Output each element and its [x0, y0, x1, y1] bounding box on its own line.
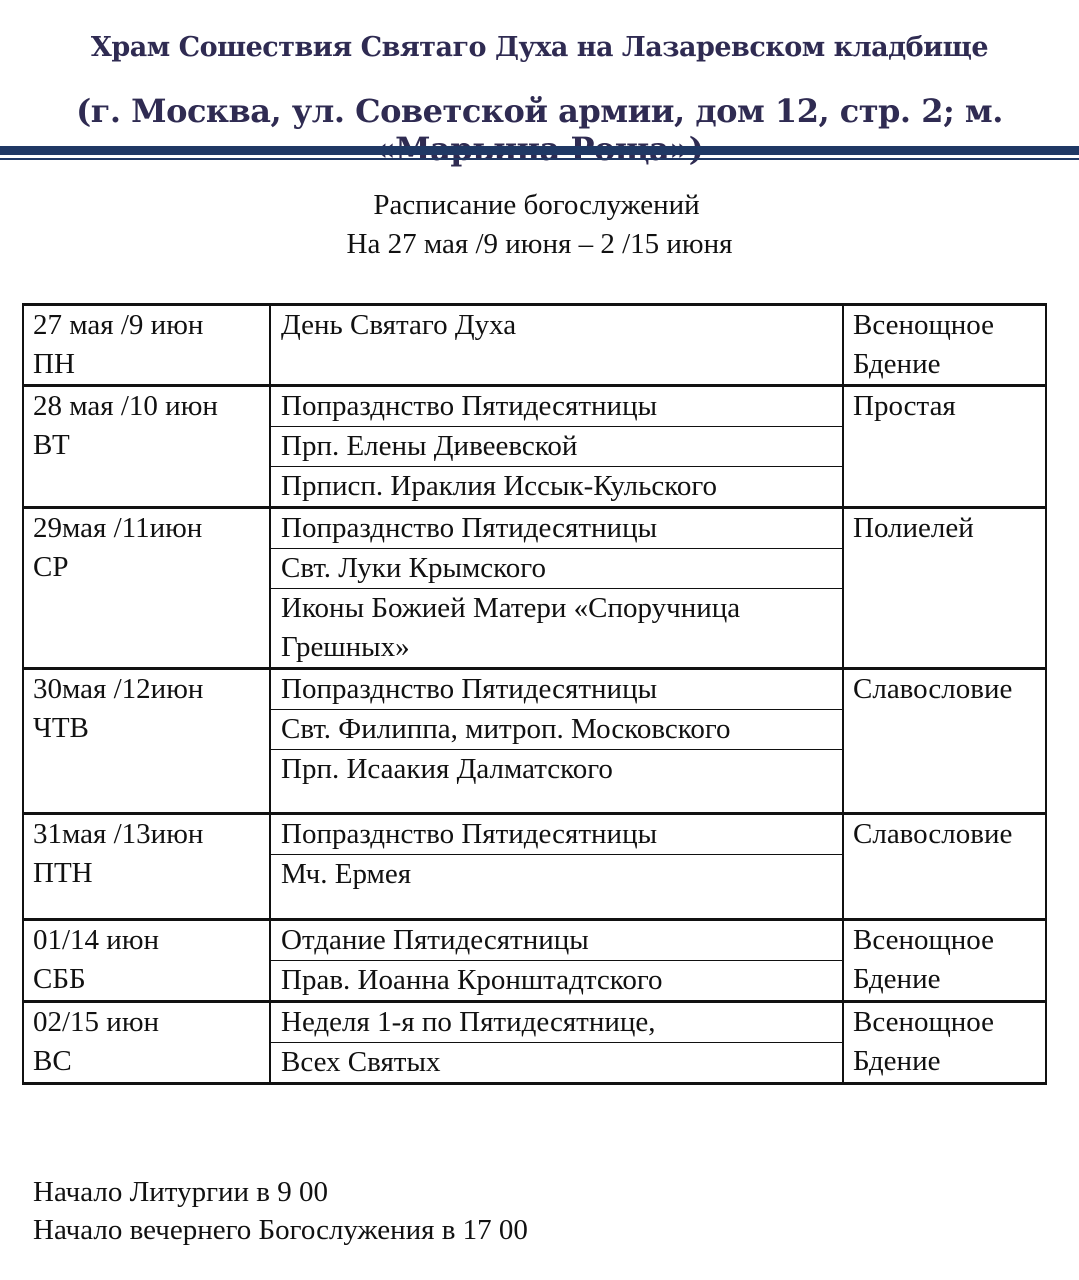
service-type: Славословие — [843, 814, 1046, 919]
feasts-cell — [270, 919, 843, 1001]
feast-item: Иконы Божией Матери «Споручница Грешных» — [281, 592, 741, 663]
date: 28 мая /10 июн — [33, 390, 218, 422]
date-cell — [23, 305, 270, 386]
date: 31мая /13июн — [33, 818, 204, 851]
weekday: ПН — [33, 348, 75, 380]
table-row — [23, 669, 1046, 814]
feast-item: Всех Святых — [281, 1045, 441, 1078]
date-cell — [23, 508, 270, 669]
service-type: Простая — [843, 386, 1046, 508]
weekday: ВС — [33, 1044, 72, 1077]
vespers-start: Начало вечернего Богослужения в 17 00 — [33, 1214, 528, 1246]
service-type: Всенощное Бдение — [843, 919, 1046, 1001]
service-type: Полиелей — [843, 508, 1046, 669]
feast-item: Прписп. Ираклия Иссык-Кульского — [281, 470, 718, 502]
feast-item: Неделя 1-я по Пятидесятнице, — [271, 1003, 842, 1043]
feast-item: Свт. Луки Крымского — [271, 549, 842, 589]
table-row — [23, 305, 1046, 386]
feast-item: Прав. Иоанна Кронштадтского — [281, 963, 663, 996]
service-type: Славословие — [843, 669, 1046, 814]
weekday: ЧТВ — [33, 712, 89, 744]
schedule-table — [22, 303, 1047, 1085]
feasts-cell — [270, 814, 843, 919]
header-rule-thin — [0, 158, 1079, 160]
date: 29мая /11июн — [33, 512, 203, 544]
feast-item: Попразднство Пятидесятницы — [271, 509, 842, 549]
church-name: Храм Сошествия Святаго Духа на Лазаревском кладбище — [90, 32, 989, 63]
feast-item: Попразднство Пятидесятницы — [271, 387, 842, 427]
feast-item: Прп. Елены Дивеевской — [271, 427, 842, 467]
table-row — [23, 1001, 1046, 1083]
feasts-cell — [270, 305, 843, 386]
weekday: СББ — [33, 962, 86, 995]
liturgy-start: Начало Литургии в 9 00 — [33, 1176, 328, 1208]
date: 02/15 июн — [33, 1005, 160, 1038]
date: 01/14 июн — [33, 923, 160, 956]
feast-item: Попразднство Пятидесятницы — [271, 670, 842, 710]
header-rule-thick — [0, 146, 1079, 155]
service-type: Всенощное Бдение — [843, 1001, 1046, 1083]
date-cell — [23, 669, 270, 814]
feasts-cell — [270, 386, 843, 508]
feast-item: Попразднство Пятидесятницы — [271, 815, 842, 855]
date-cell — [23, 919, 270, 1001]
feast-item: Мч. Ермея — [281, 858, 412, 891]
feast-item: День Святаго Духа — [281, 309, 517, 341]
table-row — [23, 386, 1046, 508]
service-type: Всенощное Бдение — [843, 305, 1046, 386]
church-address: (г. Москва, ул. Советской армии, дом 12, стр. 2; м. — [76, 92, 1003, 130]
feasts-cell — [270, 508, 843, 669]
date: 27 мая /9 июн — [33, 309, 204, 341]
date-cell — [23, 814, 270, 919]
table-row — [23, 919, 1046, 1001]
feasts-cell — [270, 669, 843, 814]
feast-item: Прп. Исаакия Далматского — [281, 753, 613, 785]
feast-item: Свт. Филиппа, митроп. Московского — [271, 710, 842, 750]
feast-item: Отдание Пятидесятницы — [271, 921, 842, 961]
weekday: СР — [33, 551, 69, 583]
table-row — [23, 814, 1046, 919]
feasts-cell — [270, 1001, 843, 1083]
schedule-date-range: На 27 мая /9 июня – 2 /15 июня — [346, 228, 733, 260]
date-cell — [23, 386, 270, 508]
weekday: ПТН — [33, 857, 93, 890]
date: 30мая /12июн — [33, 673, 204, 705]
schedule-title: Расписание богослужений — [373, 189, 700, 221]
table-row — [23, 508, 1046, 669]
date-cell — [23, 1001, 270, 1083]
weekday: ВТ — [33, 429, 70, 461]
